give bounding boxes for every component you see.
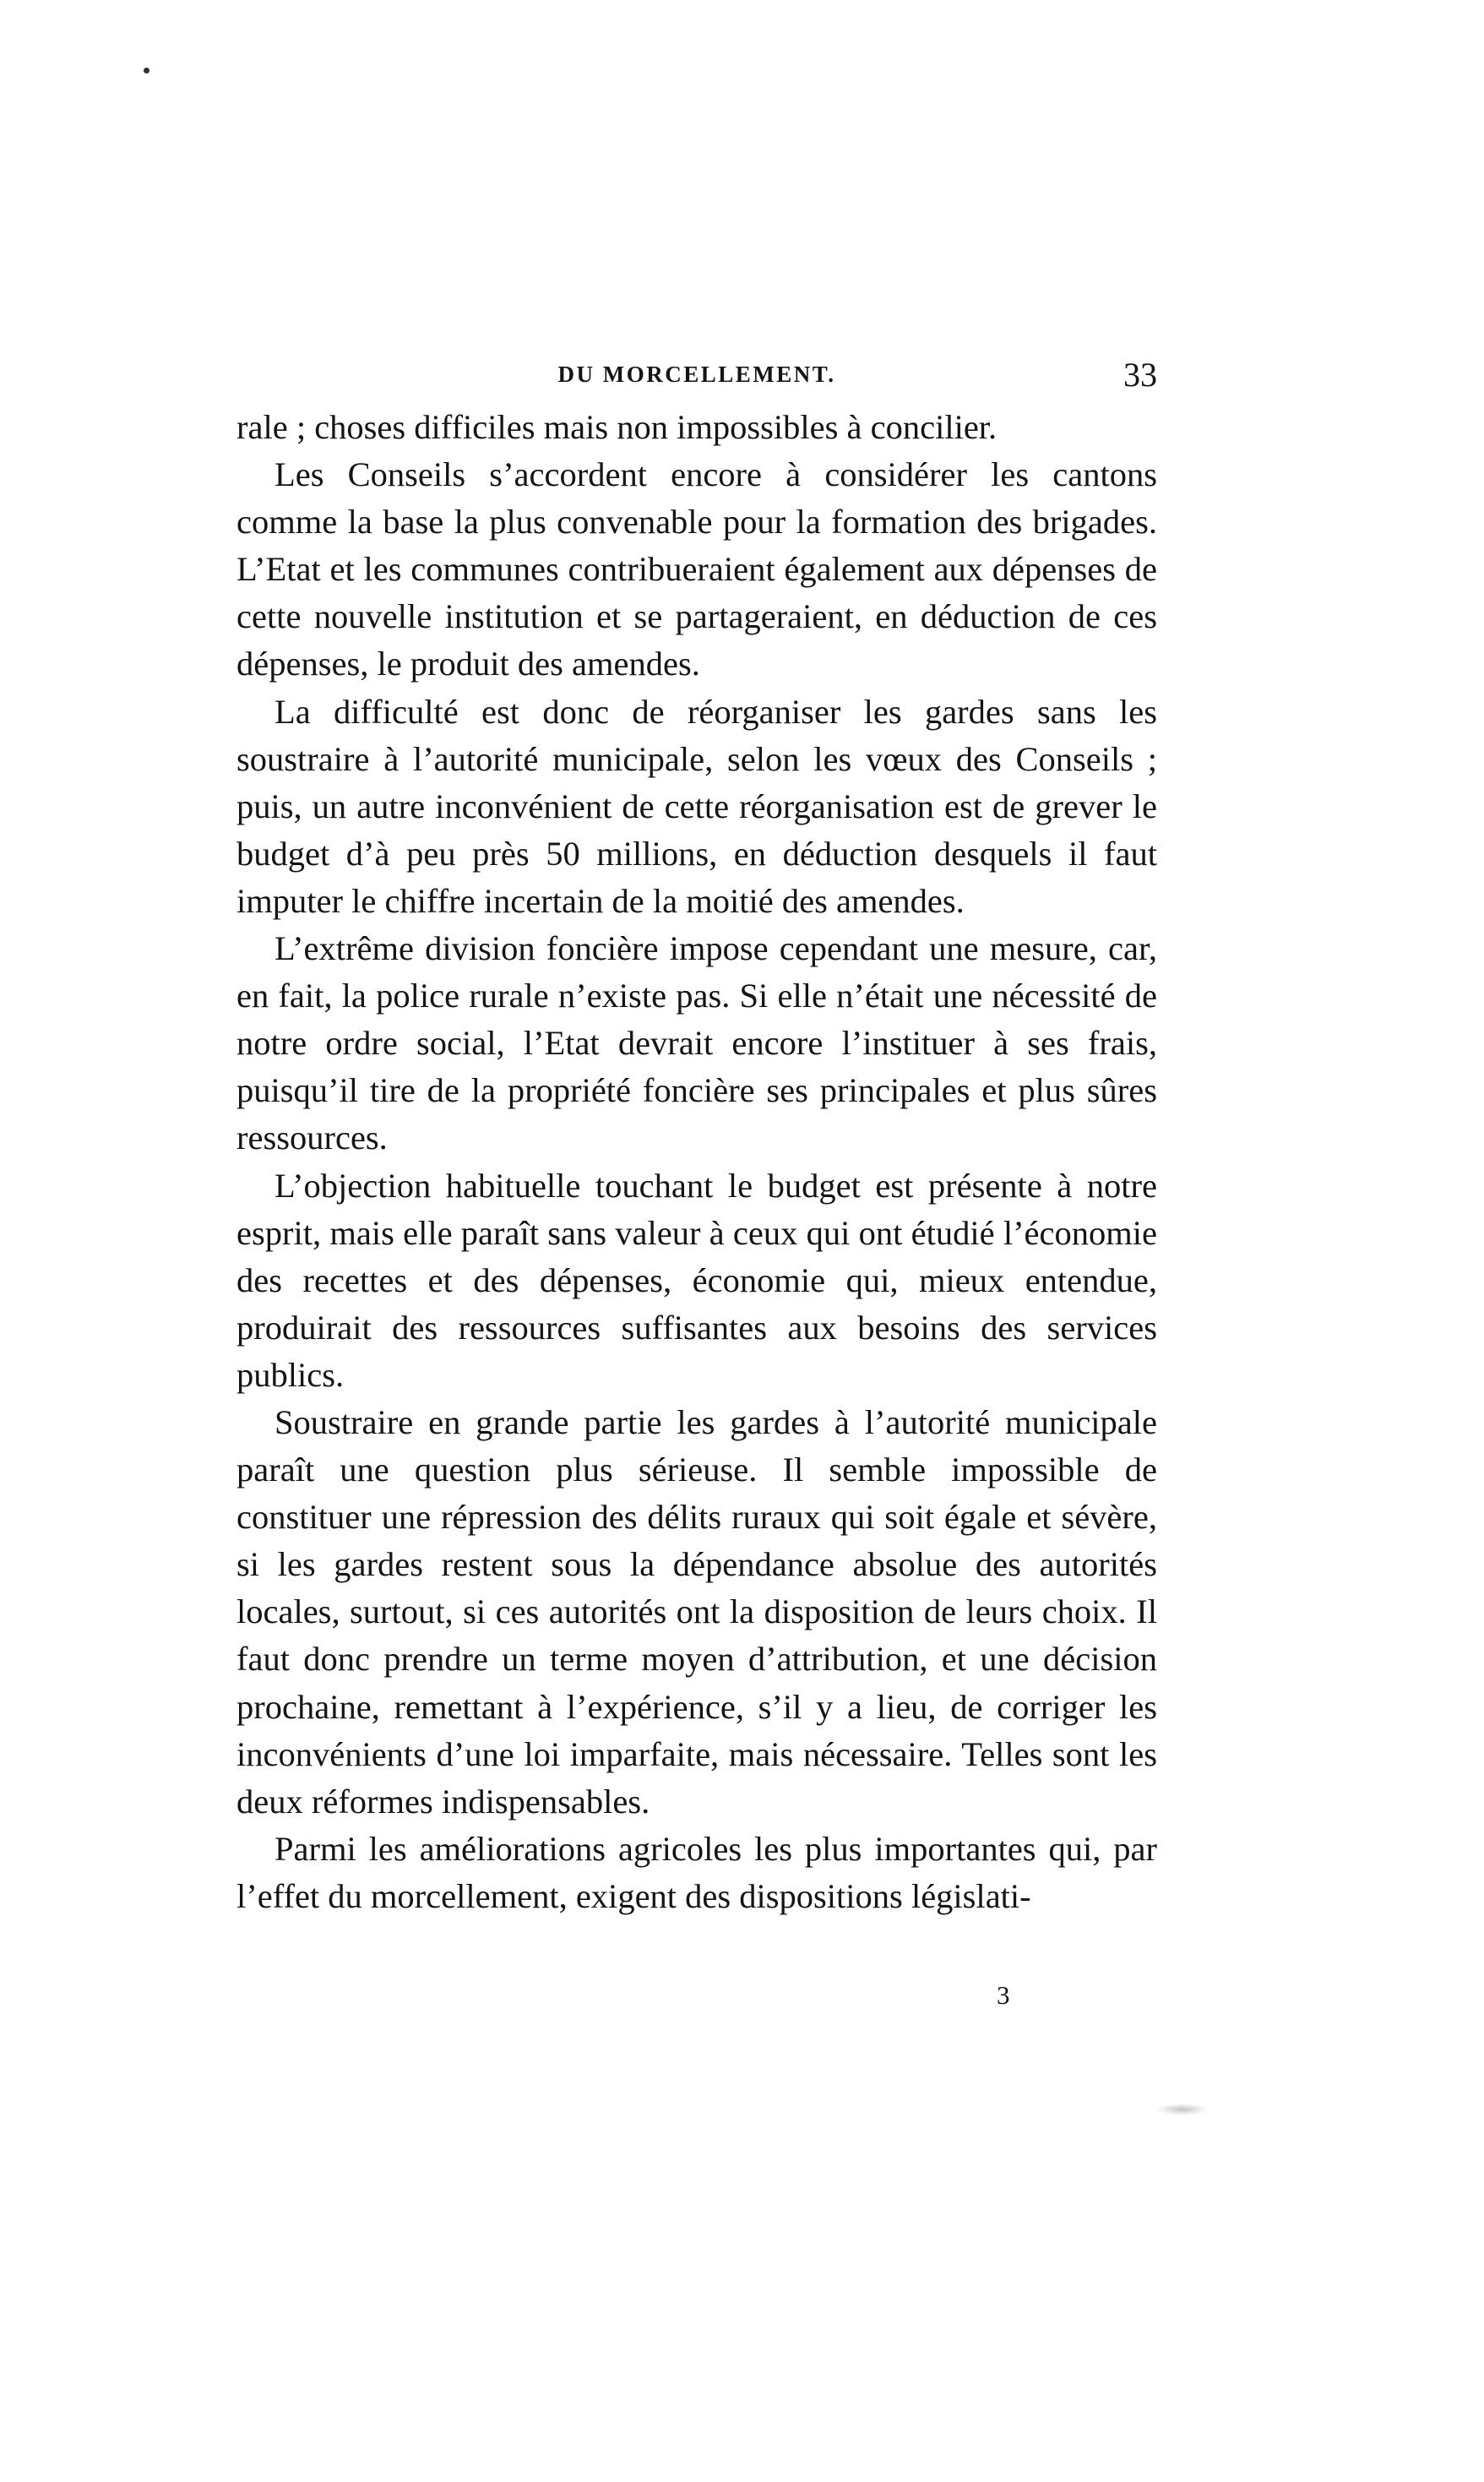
paragraph: L’extrême division foncière impose cependant une mesure, car, en fait, la police rurale n’existe pas. Si elle n’était une nécessité de notre ordre social, l’Etat devrait encore l’instituer à ses frais, puisqu’il tire de la propriété foncière ses principales et plus sûres ressources. — [236, 929, 1157, 1157]
running-title: DU MORCELLEMENT. — [557, 362, 836, 387]
paragraph: L’objection habituelle touchant le budget est présente à notre esprit, mais elle paraît sans valeur à ceux qui ont étudié l’économie des recettes et des dépenses, économie qui, mieux entendue, produirait des ressources suffisantes aux besoins des services publics. — [236, 1166, 1157, 1394]
ink-speck — [144, 68, 149, 73]
paragraph: Soustraire en grande partie les gardes à l’autorité municipale paraît une question plus sérieuse. Il semble impossible de constituer une répression des délits ruraux qui soit égale et sévère, si les gardes restent sous la dépendance absolue des autorités locales, surtout, si ces autorités ont la disposition de leurs choix. Il faut donc prendre un terme moyen d’attribution, et une décision prochaine, remettant à l’expérience, s’il y a lieu, de corriger les inconvénients d’une loi imparfaite, mais nécessaire. Telles sont les deux réformes indispensables. — [236, 1402, 1157, 1821]
paragraph: Les Conseils s’accordent encore à considérer les cantons comme la base la plus convenable pour la formation des brigades. L’Etat et les communes contribueraient également aux dépenses de cette nouvelle institution et se partageraient, en déduction de ces dépenses, le produit des amendes. — [236, 455, 1157, 683]
signature-mark: 3 — [997, 1980, 1010, 2010]
paper-smudge — [1157, 2104, 1208, 2115]
running-head — [236, 355, 1157, 406]
body-text — [236, 404, 1157, 1920]
paragraph: Parmi les améliorations agricoles les plus importantes qui, par l’effet du morcellement, exigent des dispositions législati- — [236, 1829, 1157, 1915]
paragraph: La difficulté est donc de réorganiser les gardes sans les soustraire à l’autorité municipale, selon les vœux des Conseils ; puis, un autre inconvénient de cette réorganisation est de grever le budget d’à peu près 50 millions, en déduction desquels il faut imputer le chiffre incertain de la moitié des amendes. — [236, 692, 1157, 920]
page-number: 33 — [1123, 356, 1157, 394]
paragraph: rale ; choses difficiles mais non impossibles à concilier. — [236, 408, 997, 446]
